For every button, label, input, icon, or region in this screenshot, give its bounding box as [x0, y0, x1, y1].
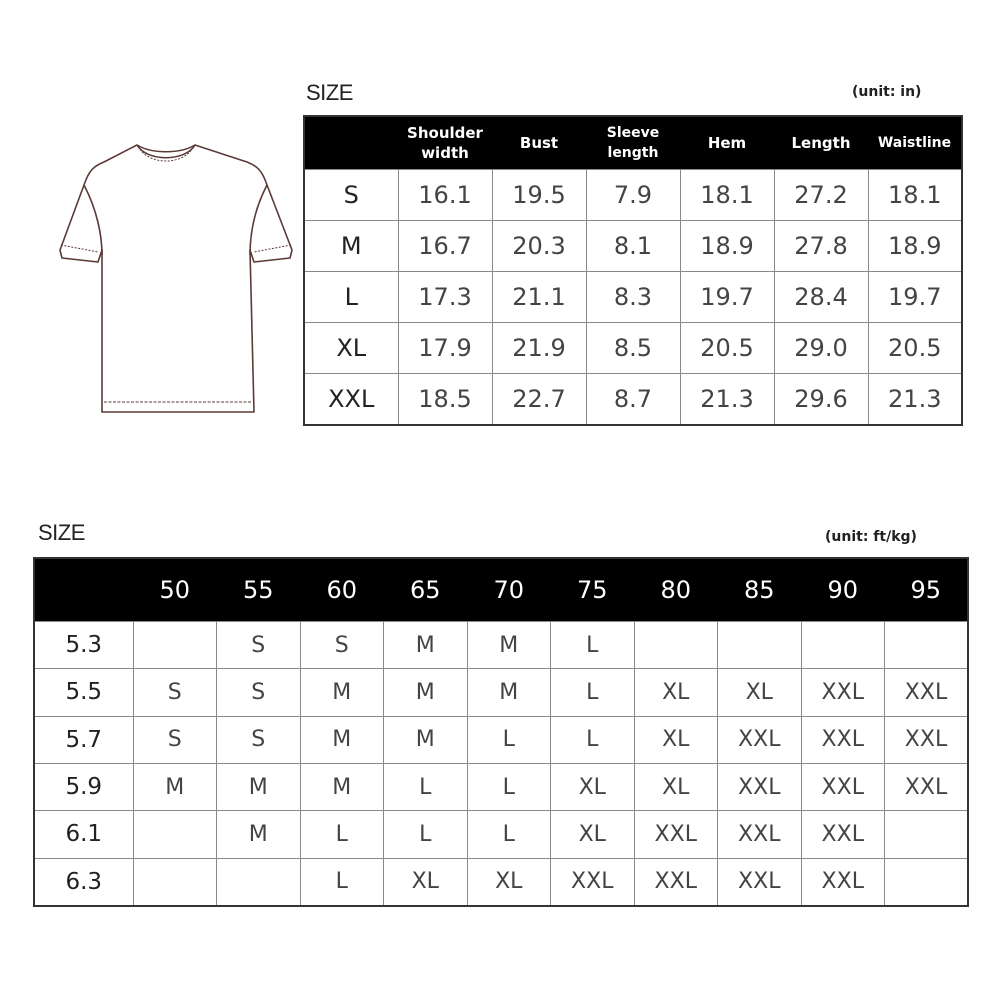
- size-cell: [718, 622, 802, 669]
- weight-header: 60: [300, 558, 384, 622]
- weight-header: 80: [634, 558, 718, 622]
- header-length: Length: [774, 116, 868, 170]
- weight-header: 50: [133, 558, 217, 622]
- size-cell: XXL: [304, 374, 398, 426]
- header-corner: [34, 558, 133, 622]
- t-shirt-illustration: [42, 140, 297, 415]
- value-cell: 29.6: [774, 374, 868, 426]
- size-cell: M: [384, 669, 468, 716]
- value-cell: 17.3: [398, 272, 492, 323]
- value-cell: 8.5: [586, 323, 680, 374]
- value-cell: 20.5: [680, 323, 774, 374]
- size-cell: XL: [551, 811, 635, 858]
- garment-measurement-table: [303, 115, 963, 426]
- size-cell: L: [467, 716, 551, 763]
- header-row: [304, 116, 962, 170]
- weight-header: 85: [718, 558, 802, 622]
- weight-header-row: [34, 558, 968, 622]
- value-cell: 18.1: [868, 170, 962, 221]
- size-cell: XL: [634, 669, 718, 716]
- value-cell: 21.9: [492, 323, 586, 374]
- size-cell: XXL: [718, 811, 802, 858]
- size-cell: XL: [467, 858, 551, 906]
- size-cell: [217, 858, 301, 906]
- value-cell: 18.1: [680, 170, 774, 221]
- fit-unit-label: (unit: ft/kg): [825, 529, 917, 545]
- value-cell: 20.3: [492, 221, 586, 272]
- table-row: [304, 221, 962, 272]
- height-weight-size-table: [33, 557, 969, 907]
- height-cell: 5.7: [34, 716, 133, 763]
- size-cell: L: [551, 716, 635, 763]
- size-cell: XXL: [801, 716, 885, 763]
- weight-header: 95: [885, 558, 969, 622]
- size-cell: S: [133, 669, 217, 716]
- value-cell: 27.8: [774, 221, 868, 272]
- size-cell: XXL: [885, 669, 969, 716]
- value-cell: 8.7: [586, 374, 680, 426]
- table-row: [304, 170, 962, 221]
- size-cell: S: [300, 622, 384, 669]
- size-cell: M: [217, 763, 301, 810]
- value-cell: 27.2: [774, 170, 868, 221]
- weight-header: 55: [217, 558, 301, 622]
- value-cell: 19.5: [492, 170, 586, 221]
- size-cell: [634, 622, 718, 669]
- fit-size-title: SIZE: [38, 520, 85, 545]
- value-cell: 21.3: [868, 374, 962, 426]
- value-cell: 20.5: [868, 323, 962, 374]
- size-cell: [885, 622, 969, 669]
- value-cell: 22.7: [492, 374, 586, 426]
- size-cell: [133, 622, 217, 669]
- value-cell: 19.7: [868, 272, 962, 323]
- size-cell: [885, 811, 969, 858]
- height-cell: 6.1: [34, 811, 133, 858]
- size-cell: XXL: [718, 716, 802, 763]
- size-cell: XXL: [801, 669, 885, 716]
- value-cell: 16.7: [398, 221, 492, 272]
- garment-size-title: SIZE: [306, 80, 353, 105]
- size-cell: M: [304, 221, 398, 272]
- table-row: [304, 374, 962, 426]
- size-cell: L: [551, 669, 635, 716]
- size-cell: M: [300, 716, 384, 763]
- size-cell: L: [304, 272, 398, 323]
- size-cell: L: [384, 811, 468, 858]
- size-cell: [885, 858, 969, 906]
- size-cell: L: [300, 858, 384, 906]
- size-cell: XXL: [634, 811, 718, 858]
- value-cell: 7.9: [586, 170, 680, 221]
- table-row: [304, 272, 962, 323]
- size-cell: S: [133, 716, 217, 763]
- value-cell: 8.3: [586, 272, 680, 323]
- table-row: [34, 858, 968, 906]
- size-cell: [133, 858, 217, 906]
- size-cell: M: [467, 669, 551, 716]
- weight-header: 65: [384, 558, 468, 622]
- size-cell: L: [384, 763, 468, 810]
- height-cell: 5.3: [34, 622, 133, 669]
- size-cell: L: [300, 811, 384, 858]
- size-cell: XL: [384, 858, 468, 906]
- value-cell: 8.1: [586, 221, 680, 272]
- size-cell: XL: [634, 763, 718, 810]
- table-row: [34, 811, 968, 858]
- size-cell: XXL: [885, 716, 969, 763]
- header-hem: Hem: [680, 116, 774, 170]
- weight-header: 75: [551, 558, 635, 622]
- size-cell: S: [304, 170, 398, 221]
- value-cell: 16.1: [398, 170, 492, 221]
- size-cell: XXL: [718, 763, 802, 810]
- size-cell: XXL: [801, 763, 885, 810]
- value-cell: 21.3: [680, 374, 774, 426]
- size-cell: M: [467, 622, 551, 669]
- value-cell: 18.9: [680, 221, 774, 272]
- value-cell: 21.1: [492, 272, 586, 323]
- value-cell: 28.4: [774, 272, 868, 323]
- size-cell: XXL: [718, 858, 802, 906]
- size-cell: XXL: [551, 858, 635, 906]
- size-cell: XL: [304, 323, 398, 374]
- value-cell: 17.9: [398, 323, 492, 374]
- size-cell: M: [217, 811, 301, 858]
- size-cell: M: [300, 763, 384, 810]
- garment-unit-label: (unit: in): [852, 84, 922, 100]
- value-cell: 29.0: [774, 323, 868, 374]
- size-cell: XL: [718, 669, 802, 716]
- header-corner: [304, 116, 398, 170]
- size-cell: XXL: [801, 811, 885, 858]
- value-cell: 19.7: [680, 272, 774, 323]
- table-row: [304, 323, 962, 374]
- size-cell: XXL: [885, 763, 969, 810]
- header-waistline: Waistline: [868, 116, 962, 170]
- height-cell: 6.3: [34, 858, 133, 906]
- size-cell: M: [133, 763, 217, 810]
- weight-header: 70: [467, 558, 551, 622]
- size-cell: L: [467, 811, 551, 858]
- size-cell: S: [217, 669, 301, 716]
- size-cell: S: [217, 622, 301, 669]
- value-cell: 18.9: [868, 221, 962, 272]
- size-cell: M: [384, 622, 468, 669]
- size-cell: [801, 622, 885, 669]
- size-cell: XL: [634, 716, 718, 763]
- table-row: [34, 716, 968, 763]
- header-bust: Bust: [492, 116, 586, 170]
- table-row: [34, 669, 968, 716]
- size-cell: M: [300, 669, 384, 716]
- size-cell: L: [467, 763, 551, 810]
- header-sleeve-length: Sleeve length: [586, 116, 680, 170]
- table-row: [34, 763, 968, 810]
- size-cell: [133, 811, 217, 858]
- size-cell: XL: [551, 763, 635, 810]
- table-row: [34, 622, 968, 669]
- size-cell: XXL: [801, 858, 885, 906]
- size-cell: M: [384, 716, 468, 763]
- size-cell: XXL: [634, 858, 718, 906]
- size-cell: L: [551, 622, 635, 669]
- size-cell: S: [217, 716, 301, 763]
- height-cell: 5.5: [34, 669, 133, 716]
- height-cell: 5.9: [34, 763, 133, 810]
- weight-header: 90: [801, 558, 885, 622]
- value-cell: 18.5: [398, 374, 492, 426]
- header-shoulder-width: Shoulder width: [398, 116, 492, 170]
